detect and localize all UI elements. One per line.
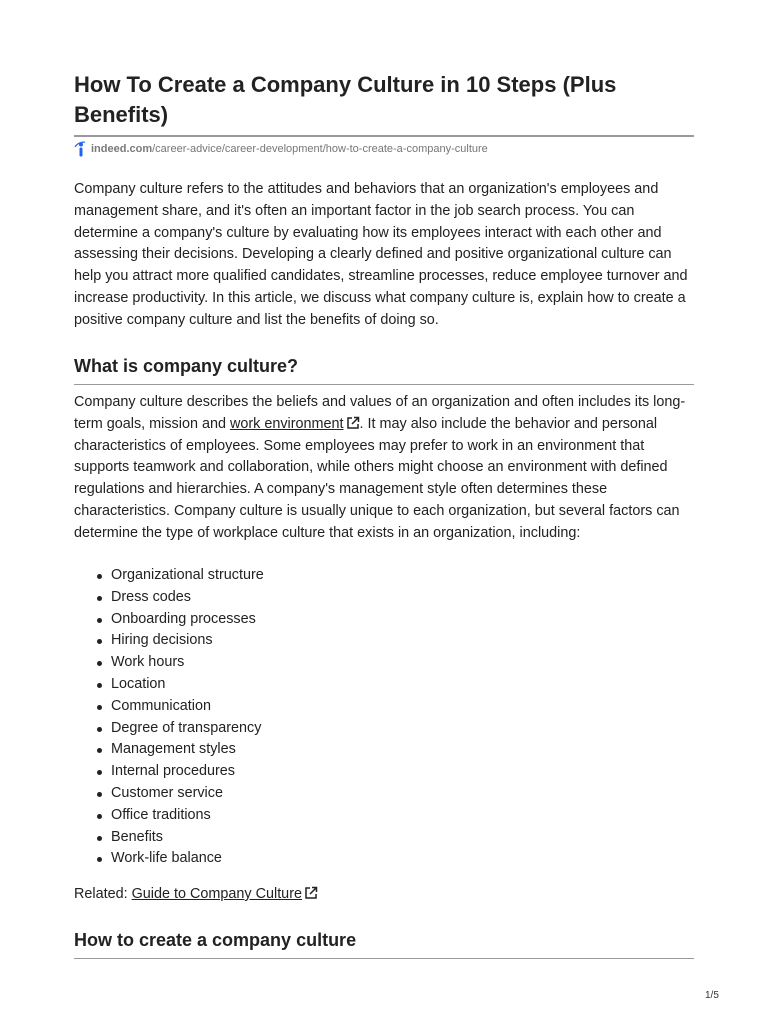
list-item: Organizational structure bbox=[111, 565, 694, 587]
list-item: Internal procedures bbox=[111, 761, 694, 783]
paragraph-text-start: Company culture describes the beliefs and values of an organization and often includes its long-term goals, mission and bbox=[74, 394, 686, 432]
related-link-text: Guide to Company Culture bbox=[131, 886, 302, 902]
list-item: Work-life balance bbox=[111, 848, 694, 870]
related-link[interactable] bbox=[132, 886, 302, 902]
section-divider bbox=[74, 958, 694, 959]
list-item: Dress codes bbox=[111, 587, 694, 609]
source-url[interactable] bbox=[74, 141, 488, 157]
list-item: Benefits bbox=[111, 827, 694, 849]
paragraph-text-end: . It may also include the behavior and personal characteristics of employees. Some employees may prefer to work in an environment that supports teamwork and collaboration, while others might choose an environment with defined regulations and hierarchies. A company's management style often determines these characteristics. Company culture is usually unique to each organization, but several factors can determine the type of workplace culture that exists in an organization, including: bbox=[74, 415, 680, 541]
indeed-logo-icon bbox=[74, 141, 86, 157]
list-item: Onboarding processes bbox=[111, 609, 694, 631]
external-link-icon[interactable] bbox=[346, 416, 360, 430]
work-environment-link-text: work environment bbox=[229, 415, 344, 432]
list-item: Office traditions bbox=[111, 805, 694, 827]
list-item: Hiring decisions bbox=[111, 630, 694, 652]
related-line bbox=[74, 884, 318, 906]
page-number: 1/5 bbox=[705, 990, 719, 1001]
list-item: Location bbox=[111, 674, 694, 696]
list-item: Degree of transparency bbox=[111, 718, 694, 740]
related-label: Related: bbox=[74, 886, 132, 902]
section-heading-how-to: How to create a company culture bbox=[74, 930, 357, 950]
source-path: /career-advice/career-development/how-to-create-a-company-culture bbox=[152, 143, 488, 155]
culture-factors-list bbox=[74, 565, 694, 870]
work-environment-link[interactable] bbox=[230, 416, 344, 432]
external-link-icon[interactable] bbox=[304, 886, 318, 900]
source-domain: indeed.com bbox=[91, 143, 153, 155]
section-divider bbox=[74, 384, 694, 385]
list-item: Management styles bbox=[111, 739, 694, 761]
intro-paragraph: Company culture refers to the attitudes and behaviors that an organization's employees and management share, and it's often an important factor in the job search process. You can determine a company's culture by evaluating how its employees interact with each other and assessing their decisions. Developing a clearly defined and positive organizational culture can help you attract more qualified candidates, streamline processes, reduce employee turnover and increase productivity. In this article, we discuss what company culture is, explain how to create a positive company culture and list the benefits of doing so. bbox=[74, 181, 688, 328]
list-item: Customer service bbox=[111, 783, 694, 805]
list-item: Communication bbox=[111, 696, 694, 718]
section-heading-what-is: What is company culture? bbox=[74, 356, 299, 376]
list-item: Work hours bbox=[111, 652, 694, 674]
article-title: How To Create a Company Culture in 10 Steps (Plus Benefits) bbox=[74, 72, 617, 127]
title-divider bbox=[74, 135, 694, 137]
section-paragraph bbox=[74, 392, 694, 545]
